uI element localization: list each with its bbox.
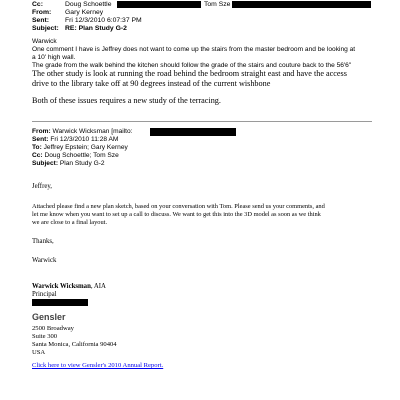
email2-sent-row bbox=[32, 136, 118, 144]
subject-value: RE: Plan Study G-2 bbox=[65, 25, 127, 32]
from-label: From: bbox=[32, 9, 52, 16]
email1-line: a 10' high wall. bbox=[32, 54, 76, 61]
address-line: Santa Monica, California 90404 bbox=[32, 341, 117, 348]
cc-value-2: Tom Sze bbox=[204, 1, 231, 8]
email1-from-row bbox=[32, 9, 103, 17]
annual-report-link[interactable]: Click here to view Gensler's 2010 Annual Report. bbox=[32, 362, 164, 369]
signature-title: Principal bbox=[32, 291, 57, 298]
address-line: Suite 300 bbox=[32, 333, 58, 340]
redaction-block bbox=[32, 299, 88, 306]
address-line: 2500 Broadway bbox=[32, 325, 74, 332]
company-logo-text: Gensler bbox=[32, 312, 66, 322]
sent-label: Sent: bbox=[32, 136, 49, 143]
subject-label: Subject: bbox=[32, 160, 59, 167]
email1-line: The other study is look at running the road behind the bedroom straight east and have the access bbox=[32, 69, 347, 78]
signature-name-line bbox=[32, 283, 106, 290]
email1-line: The grade from the walk behind the kitchen should follow the grade of the stairs and couture back to the 56'6" bbox=[32, 62, 352, 69]
to-label: To: bbox=[32, 144, 42, 151]
from-value: Warwick Wicksman [mailto: bbox=[52, 128, 133, 135]
from-value: Gary Kerney bbox=[65, 9, 104, 16]
email2-body-line: we are close to a final layout. bbox=[32, 219, 108, 226]
email2-to-row bbox=[32, 144, 128, 152]
to-value: Jeffrey Epstein; Gary Kerney bbox=[43, 144, 128, 151]
cc-value: Doug Schoettle; Tom Sze bbox=[44, 152, 119, 159]
email1-sent-row bbox=[32, 17, 142, 25]
email2-greeting: Jeffrey, bbox=[32, 183, 53, 190]
redaction-block bbox=[117, 1, 201, 8]
email2-body-line: Attached please find a new plan sketch, based on your conversation with Tom. Please send us your comments, and bbox=[32, 203, 325, 210]
email1-line: drive to the library take off at 90 degrees instead of the current wishbone bbox=[32, 79, 271, 88]
sent-value: Fri 12/3/2010 6:07:37 PM bbox=[65, 17, 142, 24]
email1-cc-row bbox=[32, 1, 111, 9]
cc-label: Cc: bbox=[32, 1, 43, 8]
signature-suffix: , AIA bbox=[90, 283, 106, 290]
address-line: USA bbox=[32, 349, 46, 356]
redaction-block bbox=[232, 1, 371, 8]
email1-line: Both of these issues requires a new study of the terracing. bbox=[32, 96, 221, 105]
redaction-block bbox=[150, 128, 236, 136]
sent-label: Sent: bbox=[32, 17, 49, 24]
email2-body-line: let me know when you want to set up a call to discuss. We want to get this into the 3D model as soon as we think bbox=[32, 211, 321, 218]
cc-value: Doug Schoettle bbox=[65, 1, 112, 8]
email2-cc-row bbox=[32, 152, 119, 160]
signature-name: Warwick Wicksman bbox=[32, 283, 91, 290]
email2-subject-row bbox=[32, 160, 105, 168]
email2-from-row bbox=[32, 128, 133, 136]
from-label: From: bbox=[32, 128, 51, 135]
email1-subject-row bbox=[32, 25, 127, 33]
email1-greeting: Warwick bbox=[32, 38, 57, 45]
email2-signoff: Warwick bbox=[32, 257, 57, 264]
subject-value: Plan Study G-2 bbox=[59, 160, 105, 167]
cc-label: Cc: bbox=[32, 152, 43, 159]
email1-line: One comment I have is Jeffrey does not want to come up the stairs from the master bedroom and be looking at bbox=[32, 46, 356, 53]
divider bbox=[32, 121, 372, 122]
sent-value: Fri 12/3/2010 11:28 AM bbox=[50, 136, 119, 143]
subject-label: Subject: bbox=[32, 25, 59, 32]
email2-thanks: Thanks, bbox=[32, 238, 54, 245]
